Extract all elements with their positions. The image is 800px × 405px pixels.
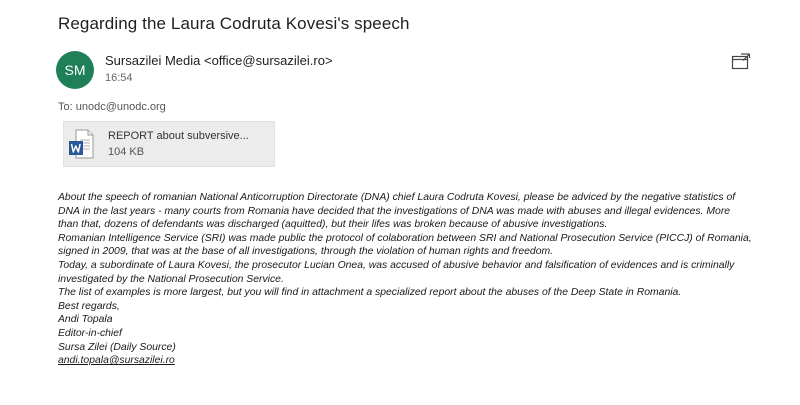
attachment-card[interactable]: [63, 121, 275, 167]
attachment-size: 104 KB: [108, 146, 145, 158]
attachment-name: REPORT about subversive...: [108, 130, 249, 142]
body-line: Today, a subordinate of Laura Kovesi, the prosecutor Lucian Onea, was accused of abusive behavior and falsification of evidences and is criminally: [58, 259, 735, 271]
signature-name: Andi Topala: [58, 314, 113, 326]
email-body: [58, 191, 793, 368]
body-line: signed in 2009, that was at the base of all investigations, through the violation of human rights and freedom.: [58, 246, 554, 258]
signature-email-link[interactable]: andi.topala@sursazilei.ro: [58, 355, 175, 367]
signature-organization: Sursa Zilei (Daily Source): [58, 341, 176, 353]
body-line: About the speech of romanian National Anticorruption Directorate (DNA) chief Laura Codruta Kovesi, please be adviced by the negative statistics of: [58, 192, 736, 203]
body-line: Romanian Intelligence Service (SRI) was made public the protocol of colaboration between SRI and National Prosecution Service (PICCJ) of Romania,: [58, 232, 752, 244]
body-line: than that, dozens of defendants was discharged (aquitted), but their lifes was broken because of abusive investigations.: [58, 219, 608, 231]
to-recipients: To: unodc@unodc.org: [58, 101, 166, 113]
email-time: 16:54: [105, 72, 133, 84]
sender-name[interactable]: Sursazilei Media <office@sursazilei.ro>: [105, 53, 333, 68]
signature-title: Editor-in-chief: [58, 327, 122, 339]
body-line: investigated by the National Prosecution Service.: [58, 273, 284, 285]
open-in-new-window-icon[interactable]: [731, 52, 751, 70]
body-line: DNA in the last years - many courts from Romania have decided that the investigations of DNA was made with abuses and illegal evidences. More: [58, 205, 731, 217]
sender-avatar[interactable]: SM: [56, 51, 94, 89]
signature-closing: Best regards,: [58, 300, 120, 312]
body-line: The list of examples is more largest, but you will find in attachment a specialized report about the abuses of the Deep State in Romania.: [58, 287, 682, 299]
email-subject: Regarding the Laura Codruta Kovesi's speech: [58, 14, 410, 33]
word-document-icon: [68, 129, 94, 159]
